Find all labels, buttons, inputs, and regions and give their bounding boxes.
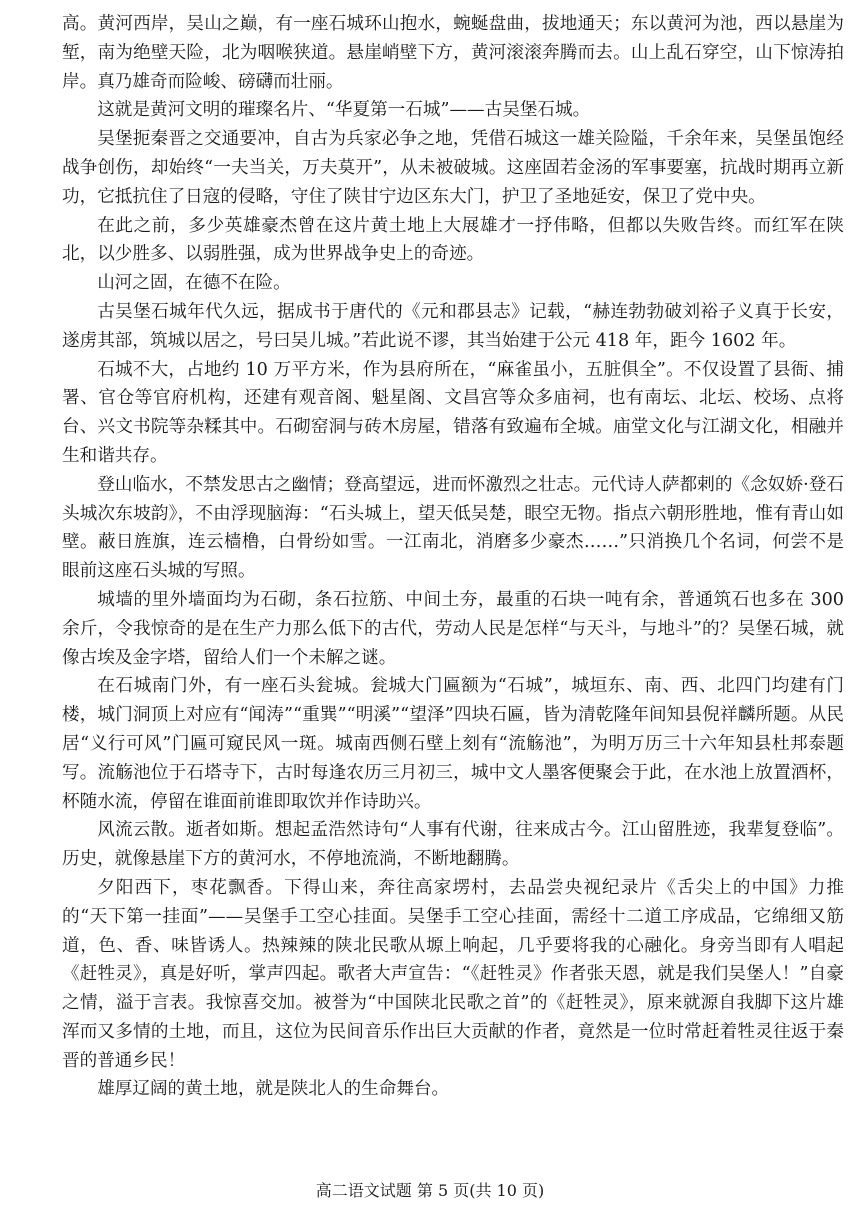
- paragraph: 高。黄河西岸，吴山之巅，有一座石城环山抱水，蜿蜒盘曲，拔地通天；东以黄河为池，西以悬崖为堑，南为绝壁天险，北为咽喉狭道。悬崖峭壁下方，黄河滚滚奔腾而去。山上乱石穿空，山下惊涛拍岸。真乃雄奇而险峻、磅礴而壮丽。: [62, 14, 844, 92]
- paragraph: 登山临水，不禁发思古之幽情；登高望远，进而怀激烈之壮志。元代诗人萨都剌的《念奴娇·登石头城次东坡韵》，不由浮现脑海：“石头城上，望天低吴楚，眼空无物。指点六朝形胜地，惟有青山如壁。蔽日旌旗，连云樯橹，白骨纷如雪。一江南北，消磨多少豪杰……”只消换几个名词，何尝不是眼前这座石头城的写照。: [62, 474, 844, 582]
- paragraph: 山河之固，在德不在险。: [97, 273, 291, 294]
- paragraph: 城墙的里外墙面均为石砌，条石拉筋、中间土夯，最重的石块一吨有余，普通筑石也多在 300 余斤，令我惊奇的是在生产力那么低下的古代，劳动人民是怎样“与天斗，与地斗”的？吴堡石城，就像古埃及金字塔，留给人们一个未解之谜。: [62, 589, 844, 668]
- paragraph: 古吴堡石城年代久远，据成书于唐代的《元和郡县志》记载，“赫连勃勃破刘裕子义真于长安，遂虏其部，筑城以居之，号曰吴儿城。”若此说不谬，其当始建于公元 418 年，距今 1602 年。: [62, 301, 844, 351]
- paragraph: 夕阳西下，枣花飘香。下得山来，奔往高家塄村，去品尝央视纪录片《舌尖上的中国》力推的“天下第一挂面”——吴堡手工空心挂面。吴堡手工空心挂面，需经十二道工序成品，它绵细又筋道，色、香、味皆诱人。热辣辣的陕北民歌从塬上响起，几乎要将我的心融化。身旁当即有人唱起《赶牲灵》，真是好听，掌声四起。歌者大声宣告：“《赶牲灵》作者张天恩，就是我们吴堡人！”自豪之情，溢于言表。我惊喜交加。被誉为“中国陕北民歌之首”的《赶牲灵》，原来就源自我脚下这片雄浑而又多情的土地，而且，这位为民间音乐作出巨大贡献的作者，竟然是一位时常赶着牲灵往返于秦晋的普通乡民！: [62, 877, 844, 1071]
- paragraph: 吴堡扼秦晋之交通要冲，自古为兵家必争之地，凭借石城这一雄关险隘，千余年来，吴堡虽饱经战争创伤，却始终“一夫当关，万夫莫开”，从未被破城。这座固若金汤的军事要塞，抗战时期再立新功，它抵抗住了日寇的侵略，守住了陕甘宁边区东大门，护卫了圣地延安，保卫了党中央。: [62, 129, 844, 207]
- article-body: [62, 10, 844, 1104]
- paragraph: 在石城南门外，有一座石头瓮城。瓮城大门匾额为“石城”，城垣东、南、西、北四门均建有门楼，城门洞顶上对应有“闻涛”“重巽”“明溪”“望泽”四块石匾，皆为清乾隆年间知县倪祥麟所题。从民居“义行可风”门匾可窥民风一斑。城南西侧石壁上刻有“流觞池”，为明万历三十六年知县杜邦泰题写。流觞池位于石塔寺下，古时每逢农历三月初三，城中文人墨客便聚会于此，在水池上放置酒杯，杯随水流，停留在谁面前谁即取饮并作诗助兴。: [62, 676, 844, 812]
- paragraph: 雄厚辽阔的黄土地，就是陕北人的生命舞台。: [97, 1079, 450, 1100]
- paragraph: 石城不大，占地约 10 万平方米，作为县府所在，“麻雀虽小，五脏俱全”。不仅设置了县衙、捕署、官仓等官府机构，还建有观音阁、魁星阁、文昌宫等众多庙祠，也有南坛、北坛、校场、点将台、兴文书院等杂糅其中。石砌窑洞与砖木房屋，错落有致遍布全城。庙堂文化与江湖文化，相融并生和谐共存。: [62, 359, 844, 466]
- paragraph: 风流云散。逝者如斯。想起孟浩然诗句“人事有代谢，往来成古今。江山留胜迹，我辈复登临”。历史，就像悬崖下方的黄河水，不停地流淌，不断地翻腾。: [62, 820, 844, 870]
- page-footer: 高二语文试题 第 5 页(共 10 页): [315, 1181, 545, 1200]
- paragraph: 这就是黄河文明的璀璨名片、“华夏第一石城”——古吴堡石城。: [97, 100, 591, 121]
- paragraph: 在此之前，多少英雄豪杰曾在这片黄土地上大展雄才一抒伟略，但都以失败告终。而红军在陕北，以少胜多、以弱胜强，成为世界战争史上的奇迹。: [62, 215, 844, 265]
